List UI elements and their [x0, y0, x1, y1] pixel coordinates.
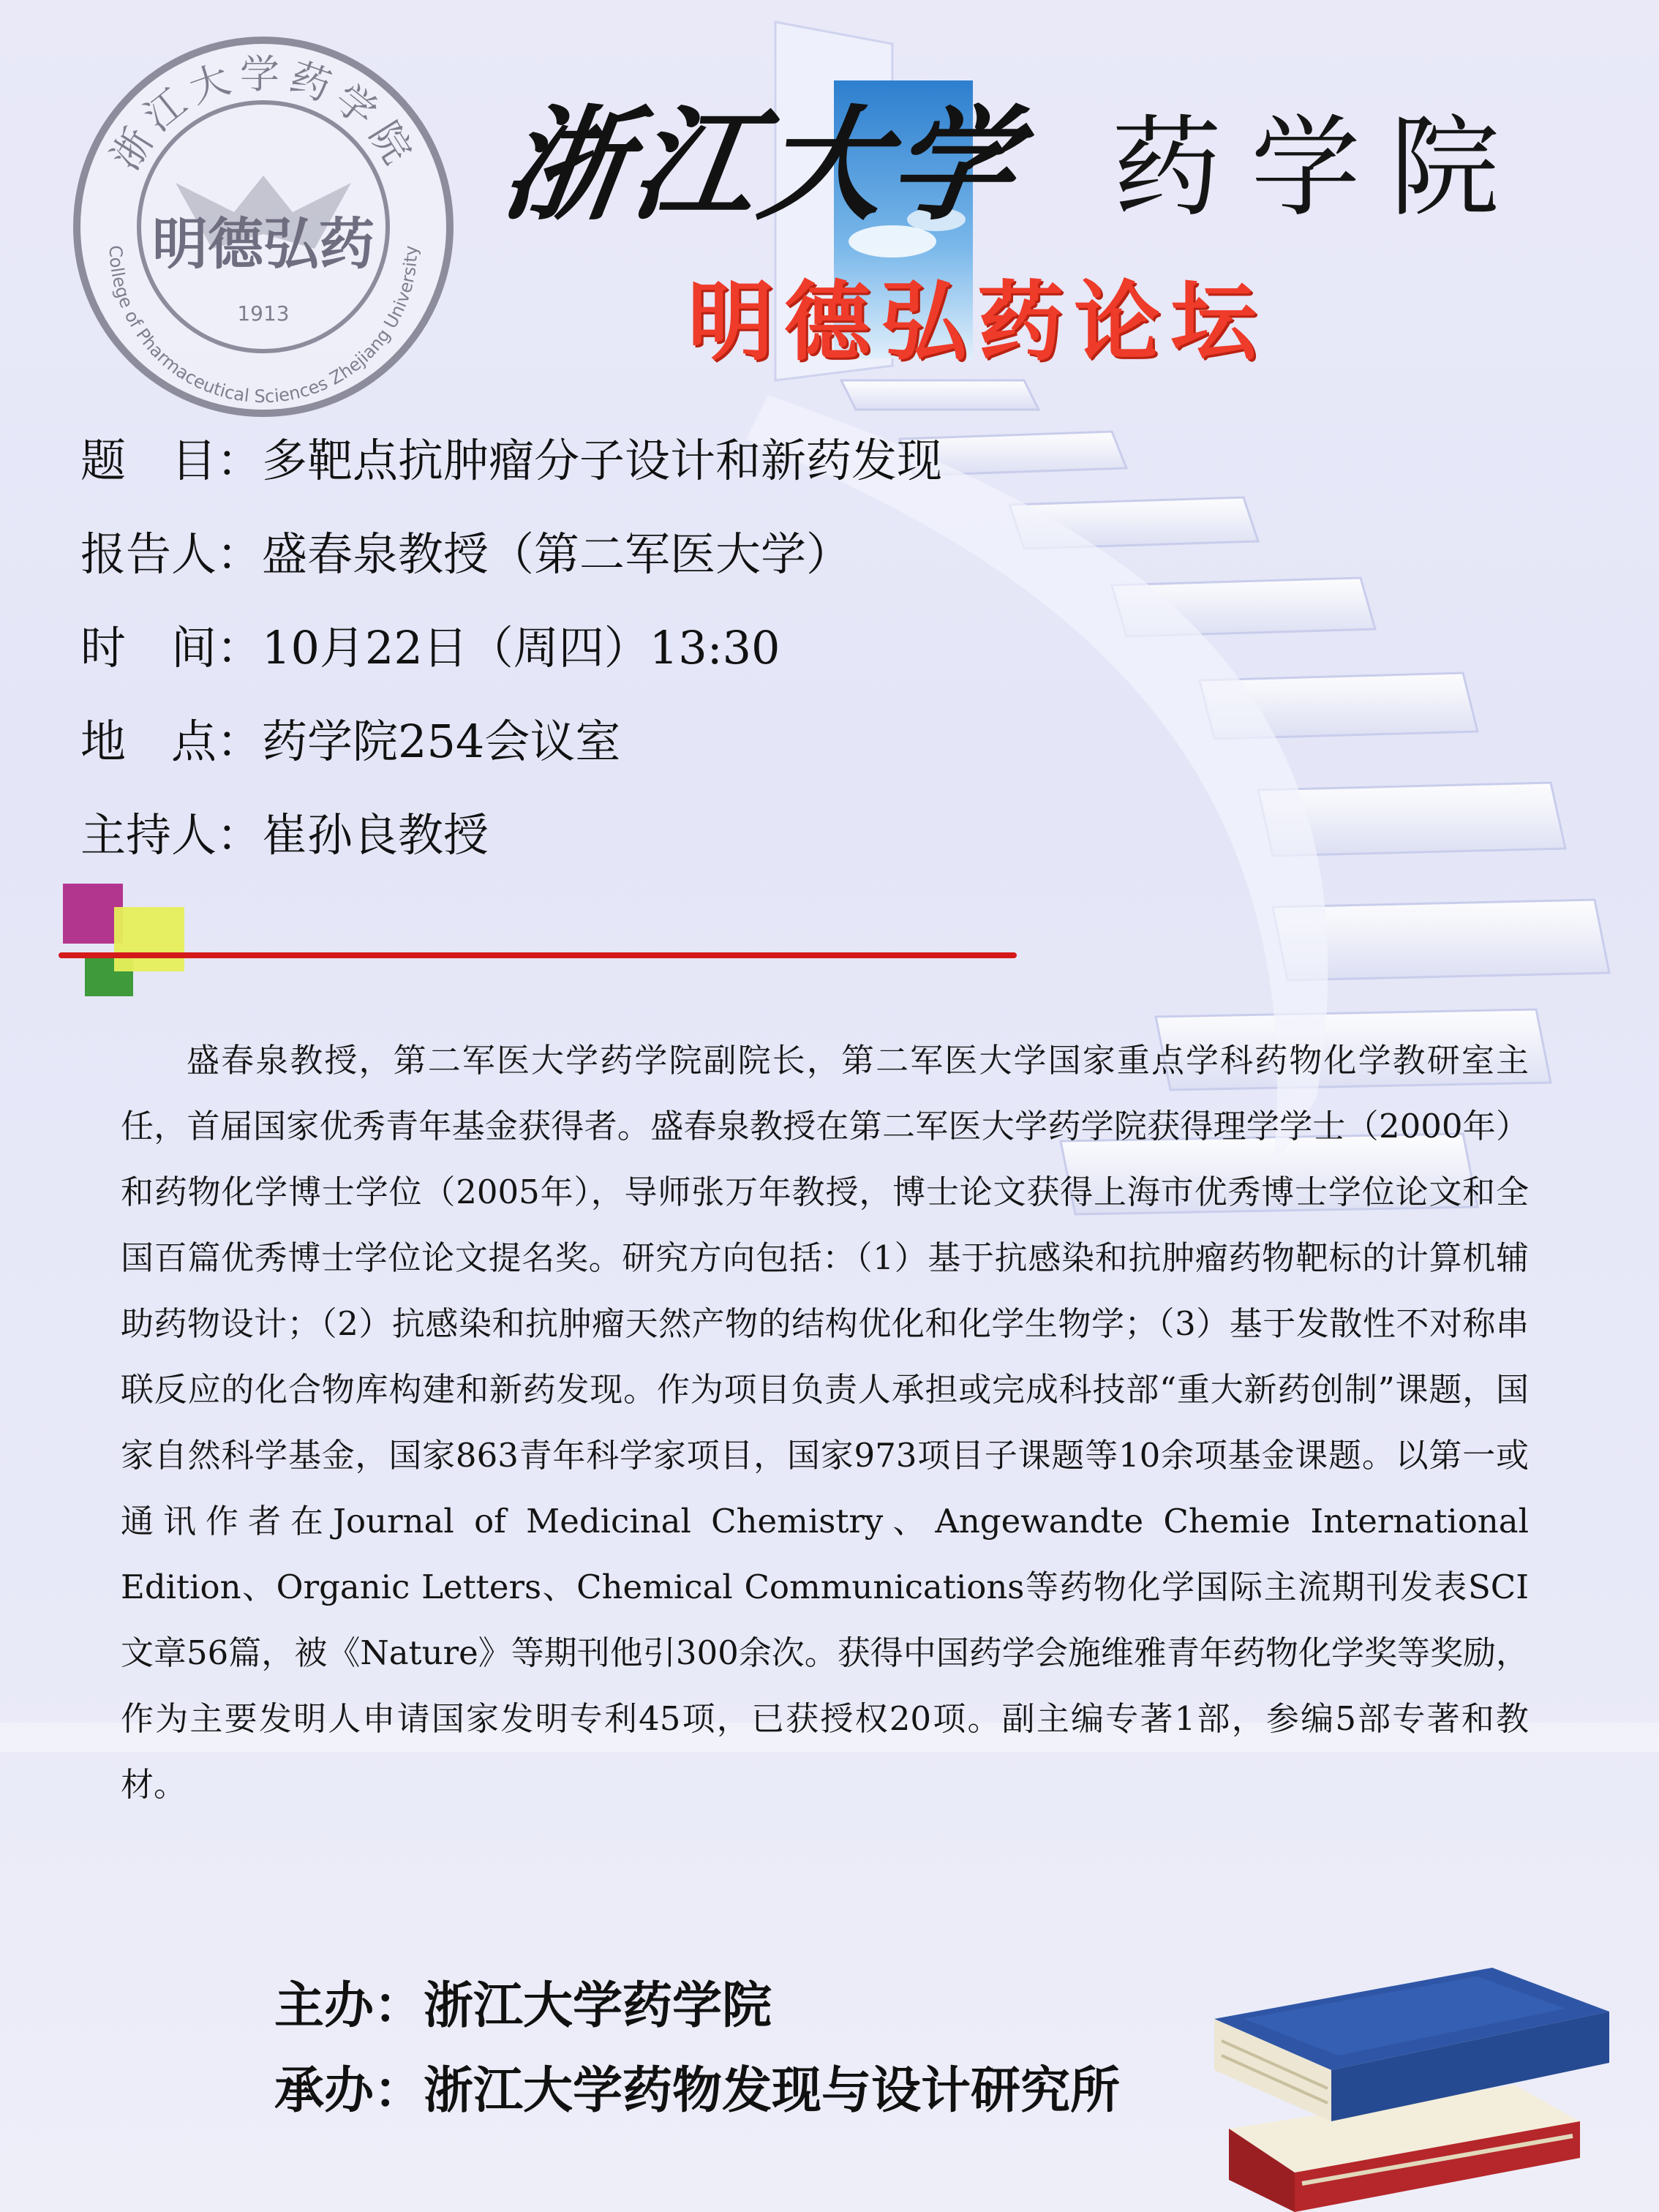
organizer-value: 浙江大学药学院 — [424, 1977, 772, 2035]
topic-label: 题 目： — [80, 434, 263, 487]
decorative-squares — [57, 878, 196, 1002]
co-organizer-label: 承办： — [274, 2062, 424, 2120]
seal-year: 1913 — [237, 301, 290, 326]
red-divider-line — [59, 952, 1017, 958]
speaker-biography — [121, 1028, 1529, 1818]
topic-value: 多靶点抗肿瘤分子设计和新药发现 — [262, 434, 943, 487]
host-row — [80, 799, 1105, 872]
biography-paragraph: 盛春泉教授，第二军医大学药学院副院长，第二军医大学国家重点学科药物化学教研室主任，首届国家优秀青年基金获得者。盛春泉教授在第二军医大学药学院获得理学学士（2000年）和药物化学博士学位（2005年），导师张万年教授，博士论文获得上海市优秀博士学位论文和全国百篇优秀博士学位论文提名奖。研究方向包括：（1）基于抗感染和抗肿瘤药物靶标的计算机辅助药物设计；（2）抗感染和抗肿瘤天然产物的结构优化和化学生物学；（3）基于发散性不对称串联反应的化合物库构建和新药发现。作为项目负责人承担或完成科技部“重大新药创制”课题，国家自然科学基金，国家863青年科学家项目，国家973项目子课题等10余项基金课题。以第一或通讯作者在Journal of Medicinal Chemistry、Angewandte Chemie International Edition、Organic Letters、Chemical Communications等药物化学国际主流期刊发表SCI文章56篇，被《Nature》等期刊他引300余次。获得中国药学会施维雅青年药物化学奖等奖励，作为主要发明人申请国家发明专利45项，已获授权20项。副主编专著1部，参编5部专著和教材。 — [121, 1041, 1529, 1804]
organizer-label: 主办： — [274, 1977, 424, 2035]
host-label: 主持人： — [80, 808, 263, 862]
place-value: 药学院254会议室 — [262, 715, 621, 768]
forum-title: 明德弘药论坛 — [688, 271, 1268, 372]
school-name-calligraphy: 浙江大学 — [494, 92, 1030, 237]
co-organizer-row — [274, 2051, 1298, 2132]
seal-arc-text: 浙江大学药学院 — [102, 51, 425, 178]
organizer-row — [274, 1966, 1298, 2047]
topic-row — [80, 424, 1105, 497]
host-value: 崔孙良教授 — [262, 808, 489, 862]
place-row — [80, 705, 1105, 778]
seal-ring-text: College of Pharmaceutical Sciences Zhejiang University — [105, 245, 422, 407]
books-icon — [1200, 1938, 1639, 2212]
time-label: 时 间： — [80, 621, 263, 674]
college-name: 药学院 — [1112, 105, 1530, 232]
co-organizer-value: 浙江大学药物发现与设计研究所 — [424, 2062, 1121, 2120]
seal-center-text: 明德弘药 — [152, 211, 375, 276]
college-seal-logo — [66, 29, 461, 424]
time-row — [80, 612, 1105, 685]
place-label: 地 点： — [80, 715, 263, 768]
speaker-label: 报告人： — [80, 527, 263, 581]
time-value: 10月22日（周四）13:30 — [262, 621, 780, 674]
speaker-value: 盛春泉教授（第二军医大学） — [262, 527, 852, 581]
speaker-row — [80, 518, 1105, 591]
